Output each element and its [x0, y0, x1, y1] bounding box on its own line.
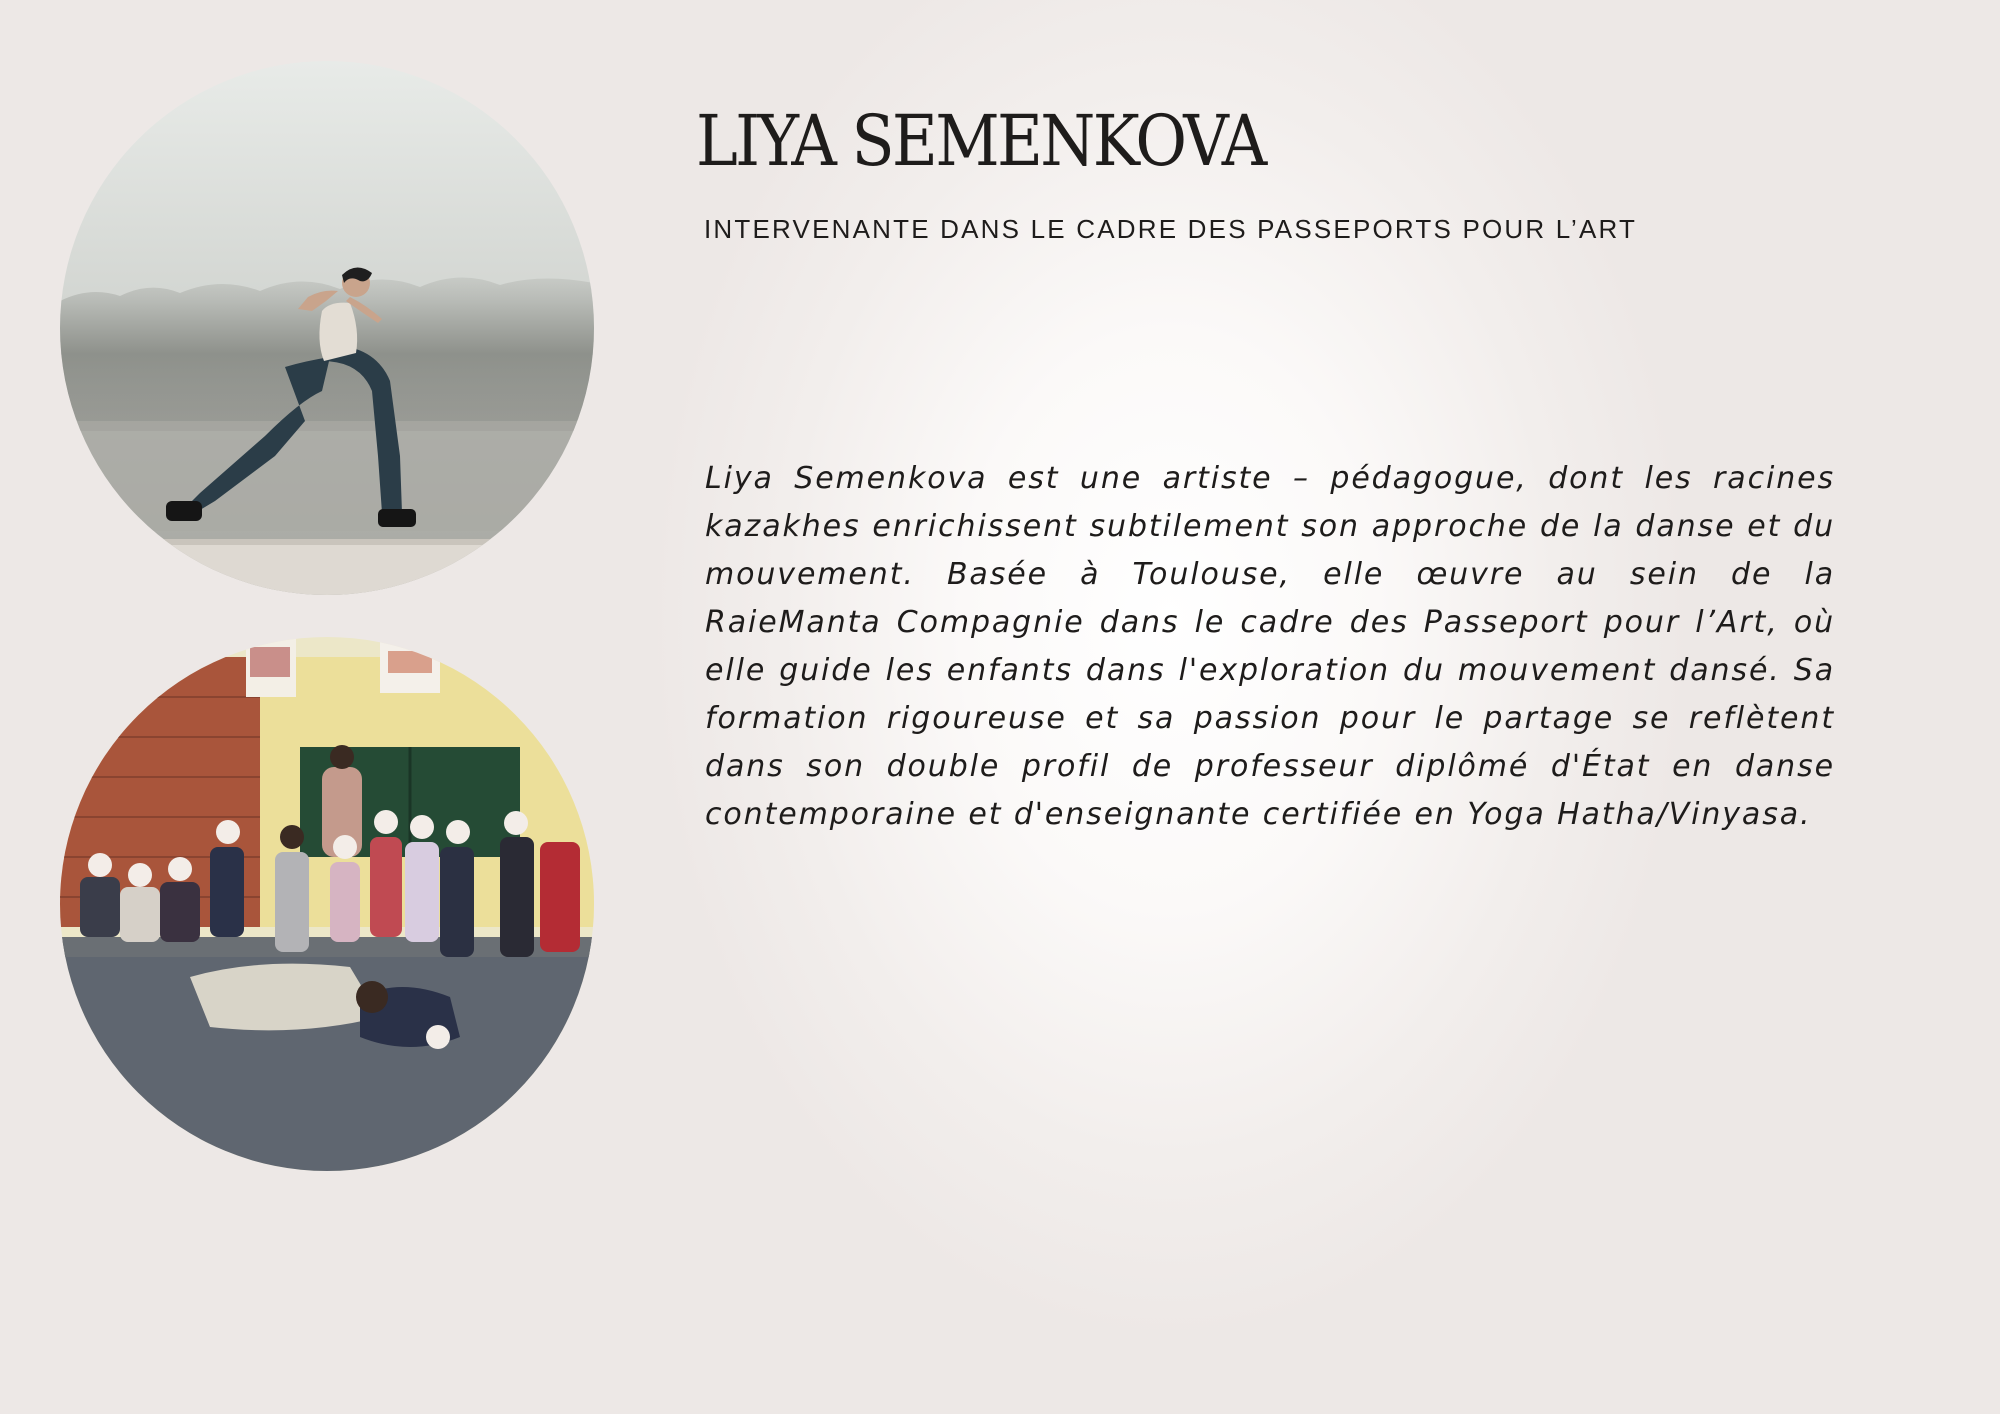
dancer-photo: [60, 61, 594, 595]
children-workshop-image: [60, 637, 594, 1171]
page-title: LIYA SEMENKOVA: [696, 100, 1265, 182]
dancer-lake-image: [60, 61, 594, 595]
workshop-photo: [60, 637, 594, 1171]
page-subtitle: INTERVENANTE DANS LE CADRE DES PASSEPORTS POUR L’ART: [704, 214, 1638, 244]
biography-paragraph: Liya Semenkova est une artiste – pédagogue, dont les racines kazakhes enrichissent subtilement son approche de la danse et du mouvement. Basée à Toulouse, elle œuvre au sein de la RaieManta Compagnie dans le cadre des Passeport pour l’Art, où elle guide les enfants dans l'exploration du mouvement dansé. Sa formation rigoureuse et sa passion pour le partage se reflètent dans son double profil de professeur diplômé d'État en danse contemporaine et d'enseignante certifiée en Yoga Hatha/Vinyasa.: [705, 461, 1835, 832]
